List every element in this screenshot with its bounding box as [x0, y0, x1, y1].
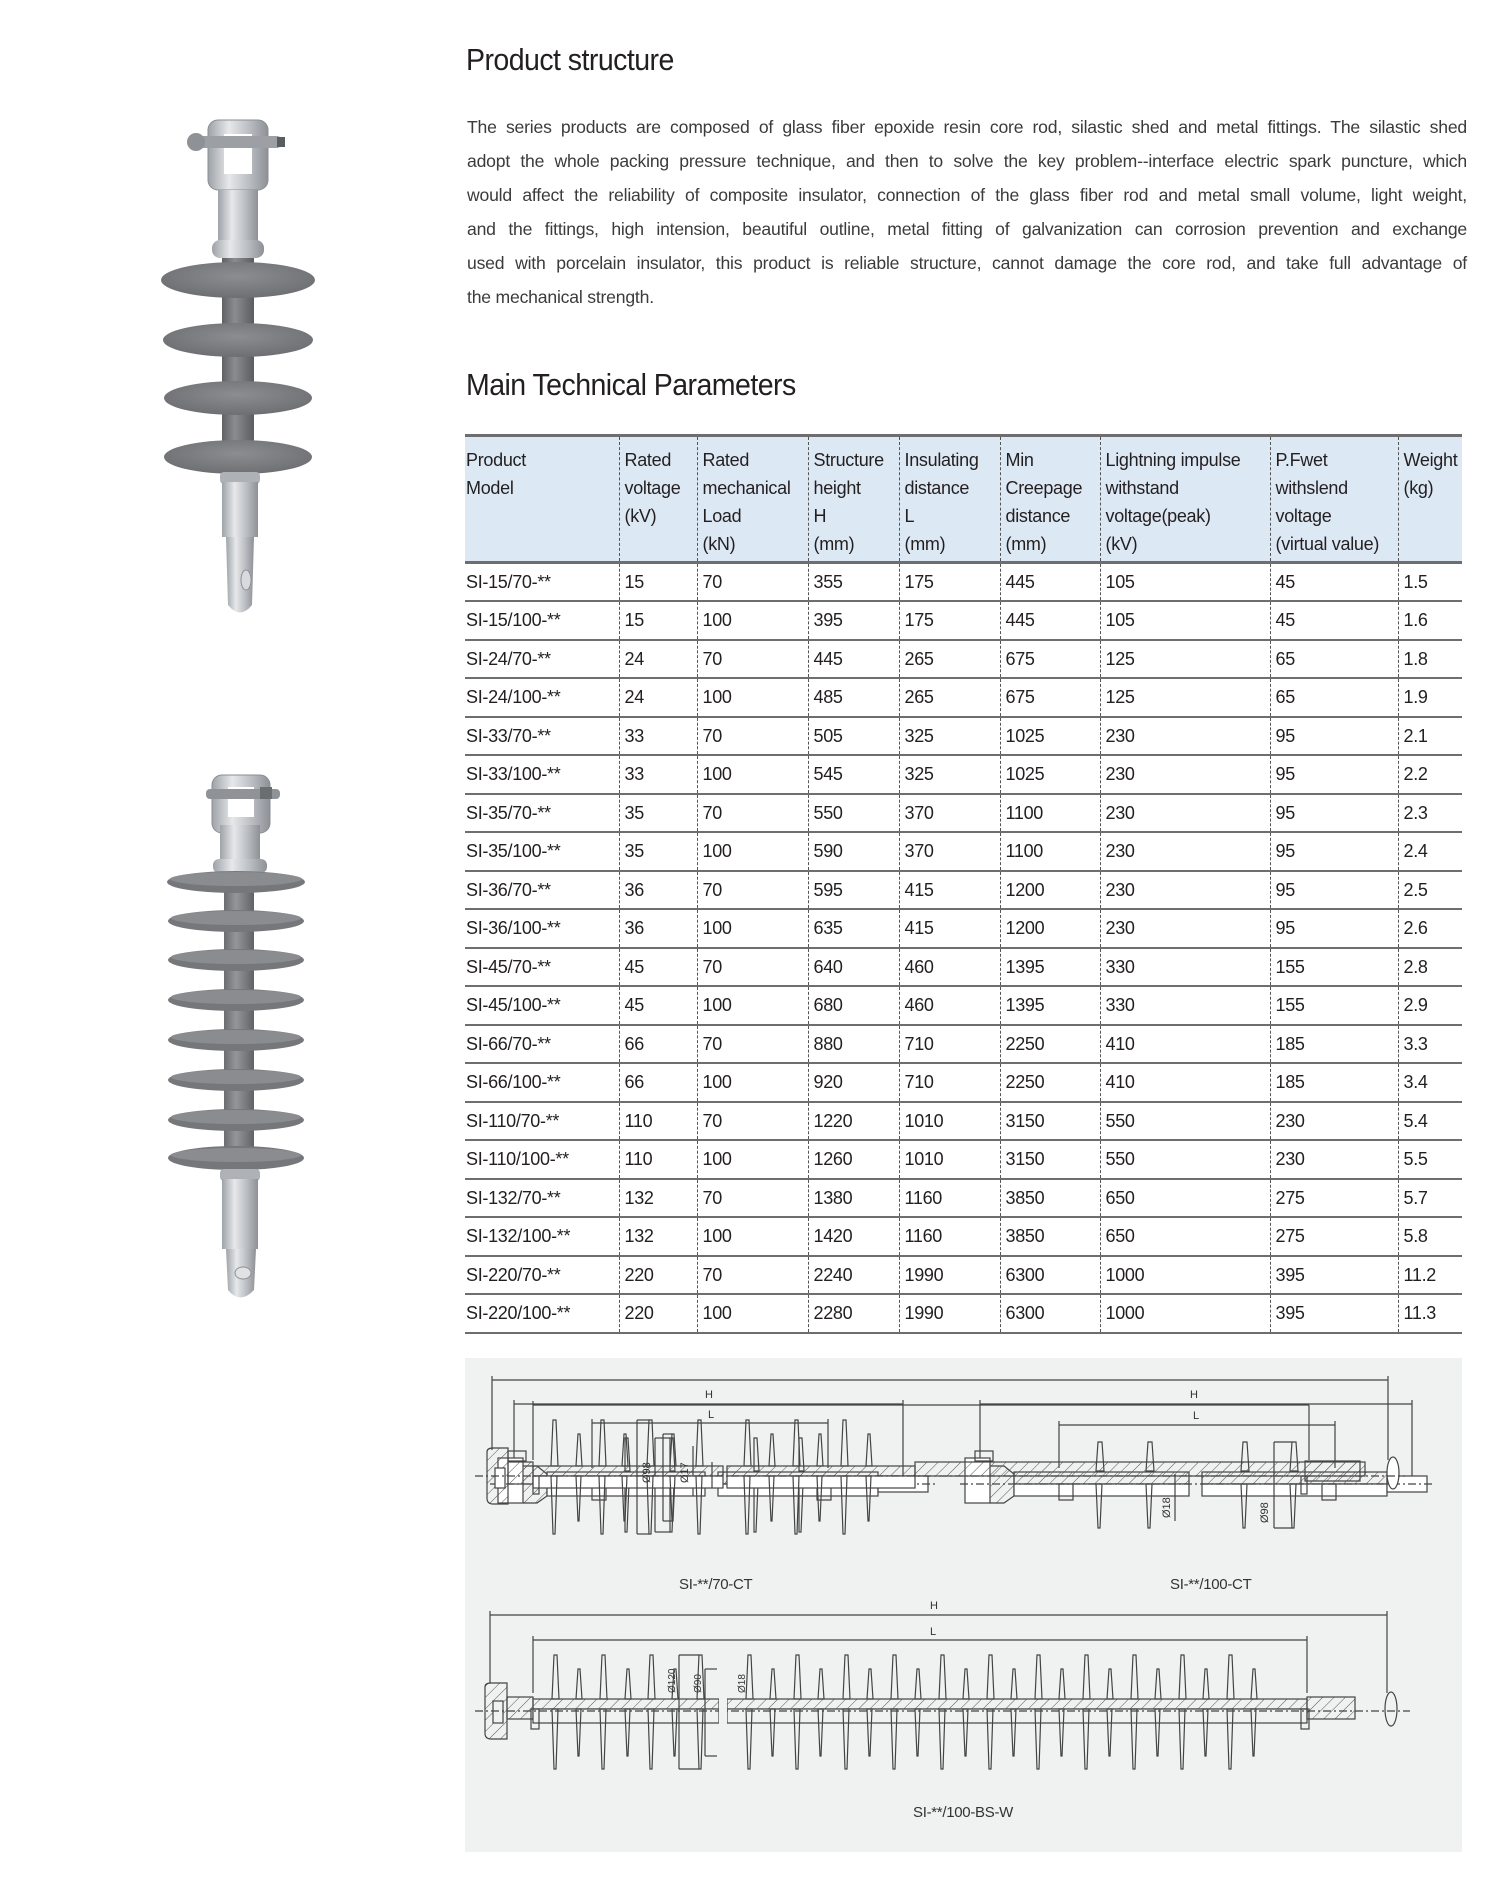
table-cell: 35: [619, 794, 697, 833]
table-cell: 1260: [808, 1140, 899, 1179]
table-cell: 920: [808, 1063, 899, 1102]
insulator-photo-long: [140, 765, 340, 1580]
table-cell: 185: [1270, 1063, 1398, 1102]
table-cell: 45: [1270, 563, 1398, 602]
table-cell: 185: [1270, 1025, 1398, 1064]
table-cell: 415: [899, 909, 1000, 948]
d2-shed-diameter: Ø98: [1259, 1502, 1271, 1523]
table-row: [465, 563, 1462, 602]
table-cell: 100: [697, 832, 808, 871]
table-row: [465, 755, 1462, 794]
table-row: [465, 717, 1462, 756]
section-title-product-structure: Product structure: [466, 42, 674, 77]
column-header-line: Creepage: [1005, 478, 1083, 498]
column-header: [619, 436, 697, 563]
column-header: [1270, 436, 1398, 563]
column-header-line: Insulating: [904, 450, 979, 470]
table-cell: 230: [1270, 1102, 1398, 1141]
table-cell: 70: [697, 563, 808, 602]
table-cell: 2.4: [1398, 832, 1462, 871]
table-cell: 15: [619, 601, 697, 640]
table-cell: 2.5: [1398, 871, 1462, 910]
table-row: [465, 1102, 1462, 1141]
table-cell: 230: [1100, 871, 1270, 910]
table-cell: 710: [899, 1025, 1000, 1064]
table-cell: 95: [1270, 909, 1398, 948]
table-cell: 33: [619, 755, 697, 794]
table-cell: 65: [1270, 678, 1398, 717]
table-cell: 33: [619, 717, 697, 756]
table-cell: 230: [1270, 1140, 1398, 1179]
column-header-line: withstand: [1105, 478, 1179, 498]
table-cell: 2280: [808, 1294, 899, 1333]
table-cell: 70: [697, 1025, 808, 1064]
table-cell: 1395: [1000, 948, 1100, 987]
column-header-line: (mm): [904, 534, 946, 554]
table-cell: 36: [619, 909, 697, 948]
description-line: adopt the whole packing pressure technique, and then to solve the key problem--interface electric spark puncture, which: [467, 151, 1467, 171]
column-header-line: (mm): [813, 534, 855, 554]
table-cell: 70: [697, 717, 808, 756]
column-header-line: (mm): [1005, 534, 1047, 554]
column-header-line: Model: [466, 478, 514, 498]
table-cell: 415: [899, 871, 1000, 910]
table-cell: 2250: [1000, 1063, 1100, 1102]
table-cell: 1420: [808, 1217, 899, 1256]
table-row: [465, 1256, 1462, 1295]
table-cell: 1000: [1100, 1294, 1270, 1333]
column-header-line: mechanical: [702, 478, 791, 498]
table-cell: 220: [619, 1256, 697, 1295]
table-cell: 1.5: [1398, 563, 1462, 602]
drawing-100-bs-w-detail: [465, 1593, 1462, 1833]
table-cell: 590: [808, 832, 899, 871]
table-cell: 3150: [1000, 1102, 1100, 1141]
table-cell: 1160: [899, 1179, 1000, 1218]
d3-dia-small: Ø90: [693, 1674, 704, 1693]
technical-drawings-panel: [465, 1358, 1462, 1852]
d1-shed-diameter: Ø98: [641, 1462, 653, 1483]
insulator-photo-short: [140, 100, 340, 710]
d2-l-label: L: [1193, 1410, 1200, 1422]
table-cell: 395: [1270, 1294, 1398, 1333]
table-cell: 100: [697, 1140, 808, 1179]
table-cell: 3150: [1000, 1140, 1100, 1179]
table-cell: 265: [899, 678, 1000, 717]
table-cell: 66: [619, 1025, 697, 1064]
table-cell: 70: [697, 1179, 808, 1218]
column-header-line: H: [813, 506, 827, 526]
table-cell: 95: [1270, 794, 1398, 833]
table-cell: 1100: [1000, 832, 1100, 871]
insulator-8-shed-image: [140, 765, 340, 1580]
table-cell: 1990: [899, 1256, 1000, 1295]
table-cell: 330: [1100, 986, 1270, 1025]
table-cell: 410: [1100, 1063, 1270, 1102]
table-cell: 880: [808, 1025, 899, 1064]
column-header: [1398, 436, 1462, 563]
column-header-line: Weight: [1403, 450, 1458, 470]
table-row: [465, 871, 1462, 910]
table-cell: 230: [1100, 717, 1270, 756]
table-row: [465, 640, 1462, 679]
table-row: [465, 986, 1462, 1025]
table-cell: 395: [808, 601, 899, 640]
table-cell: 1220: [808, 1102, 899, 1141]
table-cell: 230: [1100, 794, 1270, 833]
table-row: [465, 948, 1462, 987]
table-cell: 175: [899, 563, 1000, 602]
table-cell: 650: [1100, 1217, 1270, 1256]
table-cell: 710: [899, 1063, 1000, 1102]
table-cell: 5.7: [1398, 1179, 1462, 1218]
d2-h-label: H: [1190, 1389, 1198, 1401]
product-model-cell: SI-36/100-**: [466, 918, 561, 938]
table-cell: 11.3: [1398, 1294, 1462, 1333]
table-cell: 545: [808, 755, 899, 794]
table-cell: 325: [899, 717, 1000, 756]
table-cell: 1160: [899, 1217, 1000, 1256]
table-cell: 35: [619, 832, 697, 871]
product-model-cell: SI-15/100-**: [466, 610, 561, 630]
product-model-cell: SI-132/100-**: [466, 1226, 571, 1246]
table-cell: 485: [808, 678, 899, 717]
d3-l-text: L: [930, 1626, 937, 1638]
table-cell: 2.2: [1398, 755, 1462, 794]
table-cell: 100: [697, 601, 808, 640]
table-cell: 595: [808, 871, 899, 910]
drawing-caption-70-ct: SI-**/70-CT: [679, 1576, 753, 1593]
d1-l-label: L: [708, 1409, 715, 1421]
column-header-line: Rated: [624, 450, 672, 470]
table-cell: 70: [697, 640, 808, 679]
description-line: and the fittings, high intension, beautiful outline, metal fitting of galvanization can corrosion prevention and exchange: [467, 219, 1467, 239]
d3-dia-rod: Ø18: [737, 1674, 748, 1693]
product-model-cell: SI-33/70-**: [466, 725, 551, 746]
table-cell: 24: [619, 678, 697, 717]
table-row: [465, 909, 1462, 948]
table-cell: 325: [899, 755, 1000, 794]
table-cell: 220: [619, 1294, 697, 1333]
product-model-cell: SI-24/100-**: [466, 687, 561, 707]
column-header-line: L: [904, 506, 915, 526]
table-cell: 100: [697, 1217, 808, 1256]
table-row: [465, 1217, 1462, 1256]
table-cell: 370: [899, 832, 1000, 871]
table-row: [465, 601, 1462, 640]
column-header-line: Rated: [702, 450, 750, 470]
table-cell: 105: [1100, 563, 1270, 602]
column-header-line: distance: [904, 478, 970, 498]
table-cell: 70: [697, 1102, 808, 1141]
table-cell: 100: [697, 678, 808, 717]
table-cell: 66: [619, 1063, 697, 1102]
table-cell: 1.8: [1398, 640, 1462, 679]
table-cell: 1395: [1000, 986, 1100, 1025]
table-cell: 100: [697, 1294, 808, 1333]
product-model-cell: SI-45/70-**: [466, 956, 551, 977]
table-cell: 70: [697, 794, 808, 833]
product-model-cell: SI-66/100-**: [466, 1072, 561, 1092]
table-cell: 230: [1100, 909, 1270, 948]
table-cell: 100: [697, 909, 808, 948]
table-cell: 100: [697, 1063, 808, 1102]
table-cell: 640: [808, 948, 899, 987]
table-cell: 70: [697, 1256, 808, 1295]
table-cell: 110: [619, 1102, 697, 1141]
column-header-line: Min: [1005, 450, 1034, 470]
table-cell: 3850: [1000, 1217, 1100, 1256]
table-cell: 125: [1100, 678, 1270, 717]
table-cell: 395: [1270, 1256, 1398, 1295]
table-cell: 230: [1100, 755, 1270, 794]
table-cell: 680: [808, 986, 899, 1025]
drawing-caption-100-bs-w: SI-**/100-BS-W: [913, 1804, 1013, 1821]
product-model-cell: SI-66/70-**: [466, 1033, 551, 1054]
column-header-line: voltage: [624, 478, 681, 498]
product-model-cell: SI-110/100-**: [466, 1149, 569, 1169]
table-cell: 15: [619, 563, 697, 602]
table-cell: 550: [1100, 1140, 1270, 1179]
table-cell: 370: [899, 794, 1000, 833]
d1-rod-diameter: Ø17: [679, 1462, 691, 1483]
description-line: The series products are composed of glass fiber epoxide resin core rod, silastic shed and metal fittings. The silastic shed: [467, 117, 1467, 137]
table-cell: 1.9: [1398, 678, 1462, 717]
table-cell: 1.6: [1398, 601, 1462, 640]
table-cell: 265: [899, 640, 1000, 679]
product-model-cell: SI-33/100-**: [466, 764, 561, 784]
d3-h-text: H: [930, 1600, 938, 1612]
table-cell: 675: [1000, 640, 1100, 679]
d1-h-label: H: [705, 1389, 713, 1401]
table-cell: 2.1: [1398, 717, 1462, 756]
product-model-cell: SI-220/70-**: [466, 1264, 561, 1285]
table-cell: 275: [1270, 1179, 1398, 1218]
table-cell: 11.2: [1398, 1256, 1462, 1295]
product-model-cell: SI-15/70-**: [466, 572, 551, 592]
table-cell: 460: [899, 948, 1000, 987]
column-header: [697, 436, 808, 563]
table-cell: 2250: [1000, 1025, 1100, 1064]
table-cell: 1000: [1100, 1256, 1270, 1295]
table-cell: 45: [619, 986, 697, 1025]
table-cell: 105: [1100, 601, 1270, 640]
table-cell: 275: [1270, 1217, 1398, 1256]
table-cell: 1100: [1000, 794, 1100, 833]
column-header: [465, 436, 619, 563]
table-cell: 155: [1270, 948, 1398, 987]
table-cell: 3850: [1000, 1179, 1100, 1218]
column-header-line: Lightning impulse: [1105, 450, 1241, 470]
table-cell: 1025: [1000, 755, 1100, 794]
table-cell: 445: [808, 640, 899, 679]
table-cell: 1025: [1000, 717, 1100, 756]
table-cell: 70: [697, 948, 808, 987]
technical-parameters-table: [465, 434, 1462, 1334]
column-header-line: (virtual value): [1275, 534, 1380, 554]
table-cell: 6300: [1000, 1256, 1100, 1295]
table-cell: 45: [619, 948, 697, 987]
column-header: [1100, 436, 1270, 563]
table-row: [465, 1063, 1462, 1102]
product-model-cell: SI-35/100-**: [466, 841, 561, 861]
table-row: [465, 678, 1462, 717]
table-cell: 410: [1100, 1025, 1270, 1064]
table-cell: 5.5: [1398, 1140, 1462, 1179]
table-cell: 5.4: [1398, 1102, 1462, 1141]
table-cell: 3.3: [1398, 1025, 1462, 1064]
table-cell: 550: [808, 794, 899, 833]
table-row: [465, 1179, 1462, 1218]
table-cell: 635: [808, 909, 899, 948]
table-cell: 6300: [1000, 1294, 1100, 1333]
table-cell: 155: [1270, 986, 1398, 1025]
table-cell: 95: [1270, 717, 1398, 756]
product-model-cell: SI-45/100-**: [466, 995, 561, 1015]
table-cell: 1990: [899, 1294, 1000, 1333]
column-header-line: voltage: [1275, 506, 1332, 526]
table-cell: 650: [1100, 1179, 1270, 1218]
table-cell: 1200: [1000, 871, 1100, 910]
column-header-line: (kg): [1403, 478, 1434, 498]
table-cell: 355: [808, 563, 899, 602]
product-structure-description: [467, 110, 1467, 314]
insulator-4-shed-image: [140, 100, 340, 710]
table-cell: 2.6: [1398, 909, 1462, 948]
column-header-line: (kV): [624, 506, 657, 526]
table-cell: 1010: [899, 1140, 1000, 1179]
table-cell: 2.9: [1398, 986, 1462, 1025]
table-cell: 460: [899, 986, 1000, 1025]
table-cell: 70: [697, 871, 808, 910]
table-cell: 445: [1000, 563, 1100, 602]
column-header-line: Product: [466, 450, 526, 470]
table-cell: 550: [1100, 1102, 1270, 1141]
table-cell: 675: [1000, 678, 1100, 717]
column-header-line: Structure: [813, 450, 884, 470]
table-cell: 100: [697, 986, 808, 1025]
column-header-line: (kV): [1105, 534, 1138, 554]
table-cell: 175: [899, 601, 1000, 640]
column-header: [808, 436, 899, 563]
table-header-row: [465, 436, 1462, 563]
table-cell: 132: [619, 1217, 697, 1256]
table-cell: 110: [619, 1140, 697, 1179]
table-cell: 2240: [808, 1256, 899, 1295]
column-header-line: voltage(peak): [1105, 506, 1211, 526]
column-header-line: distance: [1005, 506, 1071, 526]
product-model-cell: SI-110/70-**: [466, 1110, 560, 1131]
table-cell: 330: [1100, 948, 1270, 987]
table-cell: 95: [1270, 832, 1398, 871]
table-cell: 1010: [899, 1102, 1000, 1141]
d3-dia-big: Ø120: [667, 1668, 678, 1693]
table-cell: 95: [1270, 871, 1398, 910]
description-line: would affect the reliability of composite insulator, connection of the glass fiber rod and metal small volume, light weight,: [467, 185, 1467, 205]
column-header: [1000, 436, 1100, 563]
table-cell: 505: [808, 717, 899, 756]
column-header-line: P.Fwet: [1275, 450, 1328, 470]
table-cell: 2.8: [1398, 948, 1462, 987]
description-line: the mechanical strength.: [467, 287, 654, 307]
table-cell: 125: [1100, 640, 1270, 679]
table-cell: 1200: [1000, 909, 1100, 948]
column-header-line: (kN): [702, 534, 736, 554]
table-cell: 445: [1000, 601, 1100, 640]
description-line: used with porcelain insulator, this product is reliable structure, cannot damage the core rod, and take full advantage of: [467, 253, 1467, 273]
column-header-line: Load: [702, 506, 742, 526]
table-row: [465, 794, 1462, 833]
product-model-cell: SI-24/70-**: [466, 648, 551, 669]
product-model-cell: SI-36/70-**: [466, 879, 551, 900]
section-title-technical-parameters: Main Technical Parameters: [466, 367, 796, 402]
table-cell: 3.4: [1398, 1063, 1462, 1102]
table-row: [465, 1294, 1462, 1333]
table-cell: 5.8: [1398, 1217, 1462, 1256]
product-model-cell: SI-220/100-**: [466, 1303, 571, 1323]
table-cell: 95: [1270, 755, 1398, 794]
table-cell: 36: [619, 871, 697, 910]
d2-rod-diameter: Ø18: [1161, 1497, 1173, 1518]
table-cell: 132: [619, 1179, 697, 1218]
table-row: [465, 1025, 1462, 1064]
column-header-line: height: [813, 478, 861, 498]
table-cell: 45: [1270, 601, 1398, 640]
column-header-line: withslend: [1275, 478, 1348, 498]
table-row: [465, 832, 1462, 871]
column-header: [899, 436, 1000, 563]
table-cell: 24: [619, 640, 697, 679]
drawing-caption-100-ct: SI-**/100-CT: [1170, 1576, 1252, 1593]
table-row: [465, 1140, 1462, 1179]
product-model-cell: SI-132/70-**: [466, 1187, 561, 1208]
table-cell: 230: [1100, 832, 1270, 871]
table-cell: 100: [697, 755, 808, 794]
table-body: [465, 563, 1462, 1333]
product-model-cell: SI-35/70-**: [466, 802, 551, 823]
table-cell: 65: [1270, 640, 1398, 679]
table-cell: 1380: [808, 1179, 899, 1218]
table-cell: 2.3: [1398, 794, 1462, 833]
